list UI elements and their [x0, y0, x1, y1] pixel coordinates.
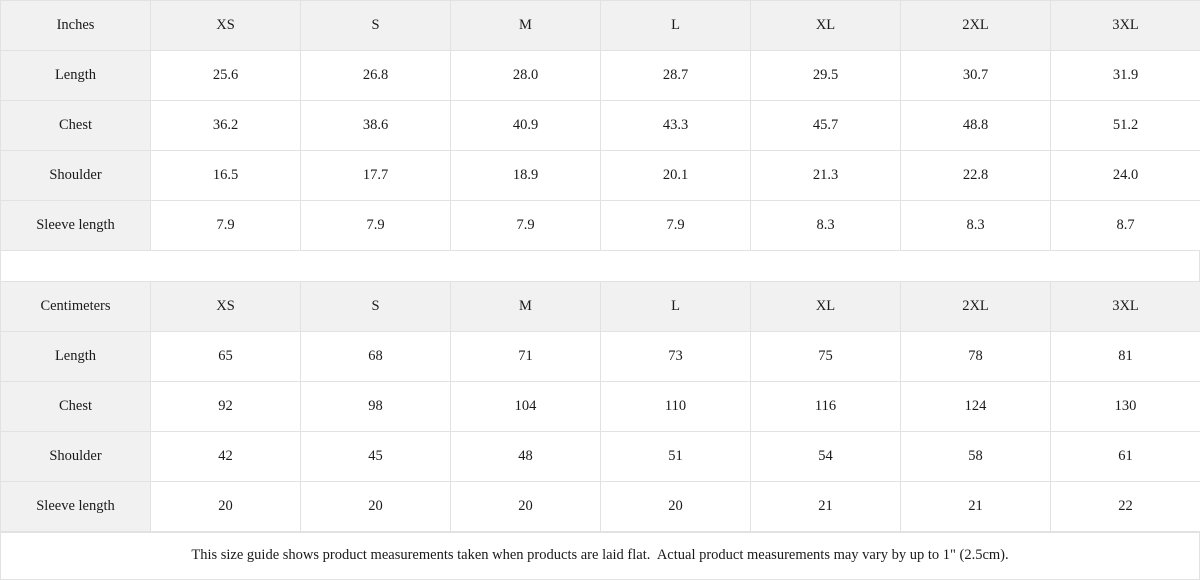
cell-inches-chest-s: 38.6	[301, 101, 451, 151]
cell-cm-sleeve-2xl: 21	[901, 481, 1051, 531]
cell-cm-chest-xs: 92	[151, 381, 301, 431]
row-label-chest: Chest	[1, 381, 151, 431]
cell-cm-chest-3xl: 130	[1051, 381, 1200, 431]
cell-cm-chest-m: 104	[451, 381, 601, 431]
column-header-s: S	[301, 281, 451, 331]
row-label-chest: Chest	[1, 101, 151, 151]
cell-inches-shoulder-xs: 16.5	[151, 151, 301, 201]
cell-inches-sleeve-xl: 8.3	[751, 201, 901, 251]
cell-cm-chest-xl: 116	[751, 381, 901, 431]
column-header-l: L	[601, 1, 751, 51]
cell-inches-sleeve-2xl: 8.3	[901, 201, 1051, 251]
unit-label-centimeters: Centimeters	[1, 281, 151, 331]
cell-cm-length-xl: 75	[751, 331, 901, 381]
cell-cm-length-m: 71	[451, 331, 601, 381]
cell-cm-chest-l: 110	[601, 381, 751, 431]
table-row	[1, 481, 1200, 531]
table-header-row	[1, 281, 1200, 331]
cell-inches-length-xs: 25.6	[151, 51, 301, 101]
cell-inches-shoulder-l: 20.1	[601, 151, 751, 201]
column-header-xl: XL	[751, 281, 901, 331]
cell-cm-sleeve-m: 20	[451, 481, 601, 531]
cell-cm-chest-s: 98	[301, 381, 451, 431]
cell-inches-chest-m: 40.9	[451, 101, 601, 151]
cell-cm-length-s: 68	[301, 331, 451, 381]
size-guide-footnote	[0, 532, 1200, 580]
table-row	[1, 151, 1200, 201]
cell-inches-chest-xl: 45.7	[751, 101, 901, 151]
row-label-sleeve-length: Sleeve length	[1, 481, 151, 531]
column-header-xs: XS	[151, 281, 301, 331]
cell-cm-shoulder-xl: 54	[751, 431, 901, 481]
cell-inches-chest-l: 43.3	[601, 101, 751, 151]
cell-inches-length-2xl: 30.7	[901, 51, 1051, 101]
row-label-length: Length	[1, 51, 151, 101]
cell-cm-sleeve-xl: 21	[751, 481, 901, 531]
footnote-text: This size guide shows product measurements taken when products are laid flat. Actual product measurements may vary by up to 1" (2.5cm).	[191, 547, 1009, 564]
column-header-2xl: 2XL	[901, 281, 1051, 331]
cell-inches-length-m: 28.0	[451, 51, 601, 101]
cell-inches-sleeve-l: 7.9	[601, 201, 751, 251]
cell-cm-shoulder-3xl: 61	[1051, 431, 1200, 481]
cell-cm-length-l: 73	[601, 331, 751, 381]
cell-inches-shoulder-m: 18.9	[451, 151, 601, 201]
cell-inches-chest-3xl: 51.2	[1051, 101, 1200, 151]
cell-cm-length-3xl: 81	[1051, 331, 1200, 381]
row-label-shoulder: Shoulder	[1, 431, 151, 481]
column-header-l: L	[601, 281, 751, 331]
cell-inches-sleeve-m: 7.9	[451, 201, 601, 251]
cell-inches-chest-xs: 36.2	[151, 101, 301, 151]
column-header-xl: XL	[751, 1, 901, 51]
cell-inches-length-3xl: 31.9	[1051, 51, 1200, 101]
table-row	[1, 201, 1200, 251]
cell-cm-shoulder-2xl: 58	[901, 431, 1051, 481]
cell-cm-sleeve-s: 20	[301, 481, 451, 531]
table-row	[1, 331, 1200, 381]
column-header-3xl: 3XL	[1051, 1, 1200, 51]
cell-cm-sleeve-l: 20	[601, 481, 751, 531]
row-label-shoulder: Shoulder	[1, 151, 151, 201]
table-row	[1, 101, 1200, 151]
cell-inches-length-s: 26.8	[301, 51, 451, 101]
unit-label-inches: Inches	[1, 1, 151, 51]
row-label-length: Length	[1, 331, 151, 381]
cell-inches-sleeve-s: 7.9	[301, 201, 451, 251]
size-table-centimeters	[0, 281, 1200, 532]
table-header-row	[1, 1, 1200, 51]
column-header-xs: XS	[151, 1, 301, 51]
column-header-s: S	[301, 1, 451, 51]
cell-inches-shoulder-s: 17.7	[301, 151, 451, 201]
table-separator	[0, 251, 1200, 281]
cell-cm-shoulder-xs: 42	[151, 431, 301, 481]
column-header-m: M	[451, 1, 601, 51]
cell-inches-shoulder-2xl: 22.8	[901, 151, 1051, 201]
cell-cm-chest-2xl: 124	[901, 381, 1051, 431]
table-row	[1, 381, 1200, 431]
cell-cm-shoulder-l: 51	[601, 431, 751, 481]
size-table-inches	[0, 0, 1200, 251]
column-header-2xl: 2XL	[901, 1, 1051, 51]
cell-inches-chest-2xl: 48.8	[901, 101, 1051, 151]
cell-cm-sleeve-xs: 20	[151, 481, 301, 531]
column-header-m: M	[451, 281, 601, 331]
table-row	[1, 431, 1200, 481]
cell-cm-sleeve-3xl: 22	[1051, 481, 1200, 531]
cell-cm-length-2xl: 78	[901, 331, 1051, 381]
cell-inches-shoulder-3xl: 24.0	[1051, 151, 1200, 201]
cell-cm-length-xs: 65	[151, 331, 301, 381]
column-header-3xl: 3XL	[1051, 281, 1200, 331]
cell-cm-shoulder-s: 45	[301, 431, 451, 481]
cell-inches-length-xl: 29.5	[751, 51, 901, 101]
table-row	[1, 51, 1200, 101]
cell-inches-sleeve-xs: 7.9	[151, 201, 301, 251]
cell-inches-shoulder-xl: 21.3	[751, 151, 901, 201]
row-label-sleeve-length: Sleeve length	[1, 201, 151, 251]
cell-cm-shoulder-m: 48	[451, 431, 601, 481]
cell-inches-sleeve-3xl: 8.7	[1051, 201, 1200, 251]
cell-inches-length-l: 28.7	[601, 51, 751, 101]
